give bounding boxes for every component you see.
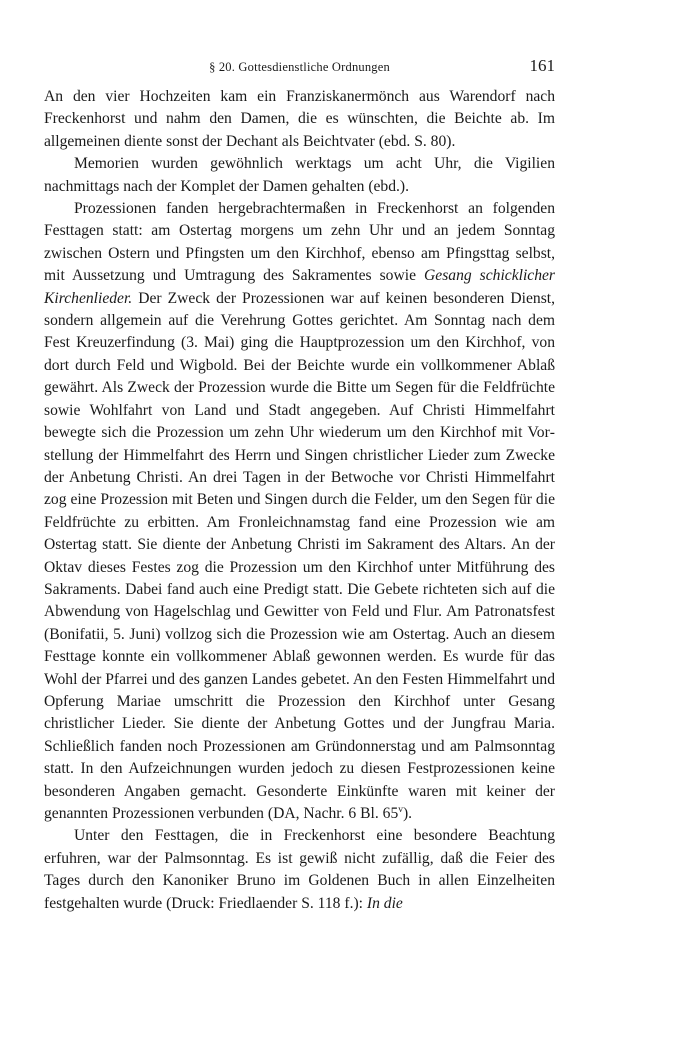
page-number: 161 (529, 56, 555, 75)
paragraph-hochzeiten (44, 86, 555, 153)
book-page (44, 56, 555, 915)
paragraph-text: Prozessionen fanden hergebrachtermaßen in Freckenhorst an folgenden Festtagen statt: am Ostertag morgens um zehn Uhr und an jedem Sonntag zwischen Ostern und Pfingsten um den Kirchhof, ebenso am Pfingsttag selbst, mit Aussetzung und Umtragung des Sakramentes sowie (44, 200, 555, 285)
paragraph-text: ). (402, 805, 413, 822)
italic-phrase: Gesang schicklicher Kirchenlieder. (44, 267, 555, 307)
body-text (44, 86, 555, 915)
paragraph-prozessionen (44, 198, 555, 825)
italic-phrase: In die (366, 894, 403, 912)
paragraph-palmsonntag (44, 825, 555, 915)
running-head (44, 56, 555, 80)
paragraph-text: Der Zweck der Prozessionen war auf keinen besonderen Dienst, sondern allgemein auf die Verehrung Gottes gerichtet. Am Sonntag nach dem Fest Kreuzerfindung (3. Mai) ging die Hauptprozession um den Kirchhof, von dort durch Feld und Wigbold. Bei der Beichte wurde ein vollkommener Ablaß gewährt. Als Zweck der Prozession wurde die Bitte um Segen für die Feldfrüchte sowie Wohlfahrt von Land und Stadt angegeben. Auf Christi Himmelfahrt bewegte sich die Prozession um zehn Uhr wiederum um den Kirchhof mit Vorstellung der Himmelfahrt des Herrn und Singen christlicher Lieder zum Zwecke der Anbetung Christi. An drei Tagen in der Betwoche vor Christi Himmelfahrt zog eine Prozession mit Beten und Singen durch die Felder, um den Segen für die Feldfrüchte zu erbitten. Am Fronleichnamstag fand eine Prozession wie am Ostertag statt. Sie diente der Anbetung Christi im Sakrament des Altars. An der Oktav dieses Festes zog die Prozession um den Kirchhof unter Mitführung des Sakraments. Dabei fand auch eine Predigt statt. Die Gebete richteten sich auf die Abwendung von Hagelschlag und Gewitter von Feld und Flur. Am Patronatsfest (Bonifatii, 5. Juni) vollzog sich die Prozession wie am Ostertag. Auch an diesem Festtage konnte ein vollkommener Ablaß gewonnen werden. Es wurde für das Wohl der Pfarrei und des ganzen Landes gebetet. An den Festen Himmelfahrt und Opferung Mariae umschritt die Prozession den Kirchhof unter Gesang christlicher Lieder. Sie diente der Anbetung Gottes und der Jungfrau Maria. Schließlich fanden noch Prozessionen am Gründonnerstag und am Palmsonntag statt. In den Aufzeichnungen wurden jedoch zu diesen Festprozessionen keine besonderen Angaben gemacht. Gesonderte Einkünfte waren mit keiner der genannten Prozessionen verbunden (DA, Nachr. 6 Bl. 65 (44, 289, 555, 822)
paragraph-text: An den vier Hochzeiten kam ein Franziskanermönch aus Warendorf nach Freckenhorst und nahm den Damen, die es wünschten, die Beichte ab. Im allgemeinen diente sonst der Dechant als Beichtvater (ebd. S. 80). (44, 88, 555, 150)
paragraph-text: Memorien wurden gewöhnlich werktags um acht Uhr, die Vigilien nachmittags nach der Komplet der Damen gehalten (ebd.). (44, 155, 555, 195)
paragraph-memorien (44, 153, 555, 198)
paragraph-text: Unter den Festtagen, die in Freckenhorst eine besondere Beachtung erfuhren, war der Palmsonntag. Es ist gewiß nicht zufällig, daß die Feier des Tages durch den Kanoniker Bruno im Goldenen Buch in allen Einzelheiten festgehalten wurde (Druck: Friedlaender S. 118 f.): (44, 827, 555, 912)
folio-verso-mark: v (398, 804, 403, 815)
running-title: § 20. Gottesdienstliche Ordnungen (209, 60, 390, 74)
